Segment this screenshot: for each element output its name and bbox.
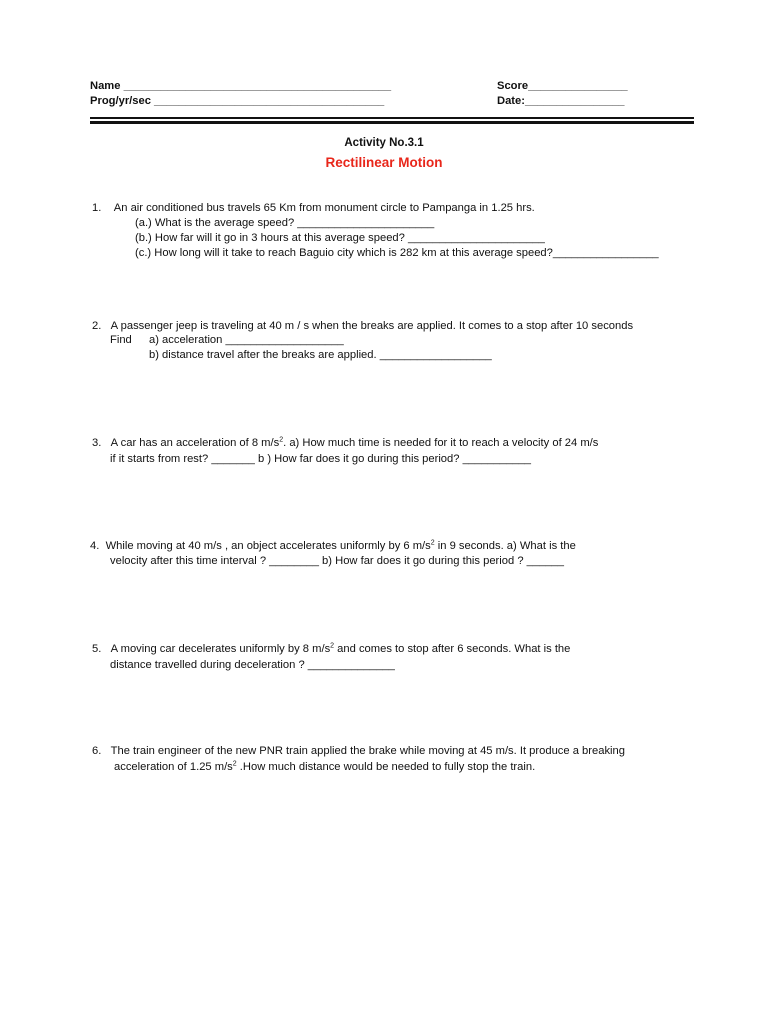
date-field-label: Date:________________ [497, 95, 625, 107]
activity-number: Activity No.3.1 [344, 137, 424, 149]
activity-title: Rectilinear Motion [325, 155, 443, 170]
question-6-line-2-end: .How much distance would be needed to fully stop the train. [236, 761, 536, 773]
question-5-line-2: distance travelled during deceleration ? ______________ [110, 659, 395, 671]
question-2 [92, 319, 633, 334]
question-1-number: 1. [92, 202, 102, 214]
question-6 [92, 744, 625, 759]
question-2b: b) distance travel after the breaks are applied. __________________ [149, 349, 492, 361]
question-5-exponent: 2 [330, 642, 335, 650]
question-4-text-start: While moving at 40 m/s , an object accelerates uniformly by 6 m/s [105, 540, 431, 552]
question-1-text: An air conditioned bus travels 65 Km from monument circle to Pampanga in 1.25 hrs. [113, 202, 535, 214]
prog-yr-sec-field-label: Prog/yr/sec _____________________________________ [90, 95, 385, 107]
name-field-label: Name ___________________________________________ [90, 80, 392, 92]
question-5-text-end: and comes to stop after 6 seconds. What is the [334, 643, 571, 655]
question-6-number: 6. [92, 745, 102, 757]
question-2-number: 2. [92, 320, 102, 332]
score-field-label: Score________________ [497, 80, 628, 92]
question-1c: (c.) How long will it take to reach Baguio city which is 282 km at this average speed?_________________ [135, 247, 659, 259]
question-3-line-2: if it starts from rest? _______ b ) How far does it go during this period? ___________ [110, 453, 532, 465]
header-divider [90, 117, 694, 124]
question-1b: (b.) How far will it go in 3 hours at this average speed? ______________________ [135, 232, 545, 244]
question-3 [92, 436, 598, 451]
question-4-text-end: in 9 seconds. a) What is the [434, 540, 576, 552]
question-1a: (a.) What is the average speed? ______________________ [135, 217, 435, 229]
question-6-line-2-start: acceleration of 1.25 m/s [114, 761, 233, 773]
question-2a: a) acceleration ___________________ [149, 334, 344, 346]
question-5-text-start: A moving car decelerates uniformly by 8 m/s [110, 643, 331, 655]
question-3-number: 3. [92, 437, 102, 449]
question-3-exponent: 2 [279, 436, 284, 444]
question-4-line-2: velocity after this time interval ? ________ b) How far does it go during this period ? ______ [110, 555, 564, 567]
question-6-exponent: 2 [232, 760, 237, 768]
question-4-exponent: 2 [430, 539, 435, 547]
question-5 [92, 642, 570, 657]
question-2-find-label: Find [110, 334, 132, 346]
question-4-number: 4. [90, 540, 100, 552]
question-1 [92, 201, 535, 216]
question-4 [90, 539, 576, 554]
question-3-text-end: . a) How much time is needed for it to reach a velocity of 24 m/s [283, 437, 599, 449]
question-6-text: The train engineer of the new PNR train applied the brake while moving at 45 m/s. It produce a breaking [110, 745, 625, 757]
question-5-number: 5. [92, 643, 102, 655]
question-3-text-start: A car has an acceleration of 8 m/s [110, 437, 280, 449]
question-6-line-2 [114, 760, 535, 775]
question-2-text: A passenger jeep is traveling at 40 m / s when the breaks are applied. It comes to a stop after 10 seconds [110, 320, 634, 332]
